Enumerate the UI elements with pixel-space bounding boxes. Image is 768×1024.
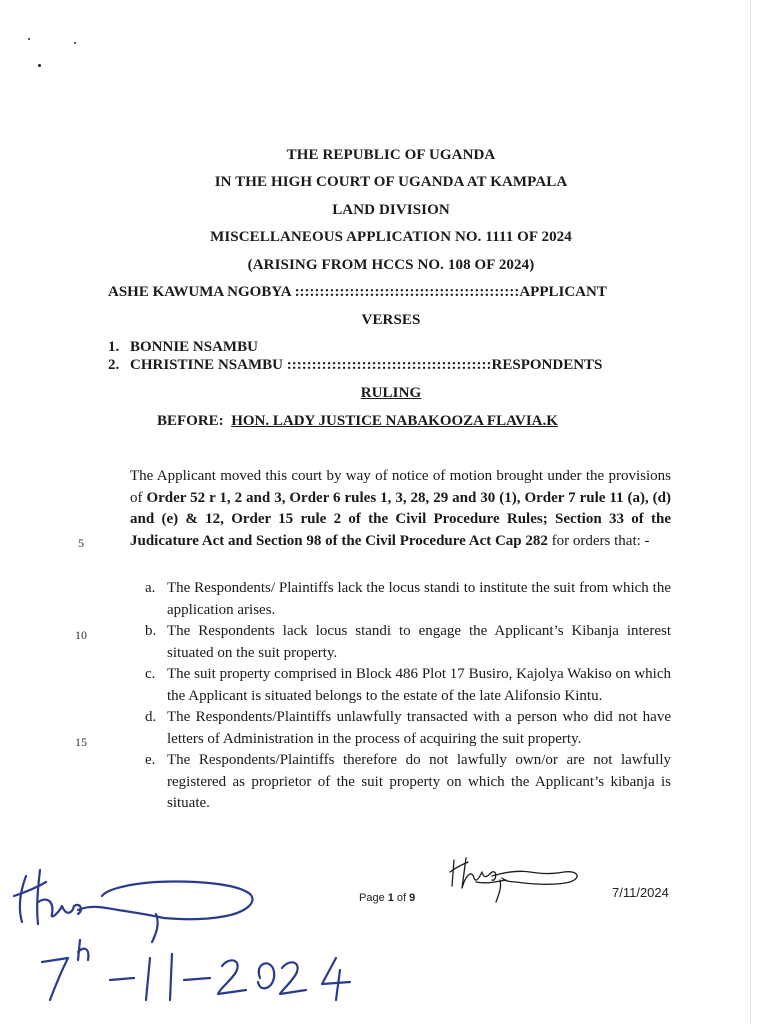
scan-speck (74, 42, 76, 44)
header-application-no: MISCELLANEOUS APPLICATION NO. 1111 OF 2024 (210, 229, 572, 245)
before-line (157, 413, 558, 430)
ruling-title (0, 385, 768, 402)
respondent-2-line (108, 357, 602, 374)
order-item (145, 621, 671, 664)
order-text: The Respondents/Plaintiffs unlawfully transacted with a person who did not have letters of Administration in the process of acquiring the suit property. (167, 709, 671, 747)
order-item (145, 750, 671, 815)
header-republic: THE REPUBLIC OF UGANDA (286, 147, 496, 163)
applicant-line (108, 284, 607, 301)
header-arising-from: (ARISING FROM HCCS NO. 108 OF 2024) (247, 257, 535, 273)
applicant-role: APPLICANT (519, 284, 607, 300)
respondent-dots: ::::::::::::::::::::::::::::::::::::::::: (286, 357, 492, 373)
intro-paragraph (130, 466, 671, 552)
order-letter: b. (145, 623, 157, 639)
order-letter: a. (145, 580, 156, 596)
before-label: BEFORE: (157, 413, 224, 429)
ruling-title-text: RULING (360, 385, 422, 401)
order-item (145, 578, 671, 621)
header-court: IN THE HIGH COURT OF UGANDA AT KAMPALA (214, 174, 568, 190)
order-text: The Respondents/Plaintiffs therefore do not lawfully own/or are not lawfully registered as proprietor of the suit property on which the Applicant’s kibanja is situate. (167, 752, 671, 811)
verses-label: VERSES (361, 312, 421, 328)
intro-legal-provisions: Order 52 r 1, 2 and 3, Order 6 rules 1, 3, 28, 29 and 30 (1), Order 7 rule 11 (a), (d) and (e) & 12, Order 15 rule 2 of the Civil Procedure Rules; Section 33 of the Judicature Act and Section 98 of the Civil Procedure Act Cap 282 (130, 489, 671, 549)
applicant-dots: ::::::::::::::::::::::::::::::::::::::::::::: (294, 284, 520, 300)
order-item (145, 707, 671, 750)
scan-speck (28, 38, 30, 40)
order-letter: c. (145, 666, 156, 682)
respondent-2-number: 2. (108, 357, 120, 373)
respondent-2-name: CHRISTINE NSAMBU (130, 357, 283, 373)
judge-signature (446, 852, 586, 906)
footer-date: 7/11/2024 (612, 885, 669, 900)
page-total: 9 (409, 892, 416, 904)
respondent-1-number: 1. (108, 339, 120, 355)
respondent-role: RESPONDENTS (491, 357, 603, 373)
line-number-5: 5 (78, 536, 84, 550)
judge-name: HON. LADY JUSTICE NABAKOOZA FLAVIA.K (231, 413, 558, 429)
orders-list (145, 578, 671, 815)
applicant-name: ASHE KAWUMA NGOBYA (108, 284, 291, 300)
order-letter: e. (145, 752, 156, 768)
intro-text-1: The Applicant moved this court by way of notice of motion brought under the provisions of (130, 468, 671, 506)
page-prefix: Page (359, 892, 388, 904)
order-text: The Respondents lack locus standi to engage the Applicant’s Kibanja interest situated on the suit property. (167, 623, 671, 661)
order-letter: d. (145, 709, 157, 725)
page-of: of (393, 892, 410, 904)
page-current: 1 (387, 892, 394, 904)
order-text: The suit property comprised in Block 486 Plot 17 Busiro, Kajolya Wakiso on which the Applicant is situated belongs to the estate of the late Alifonsio Kintu. (167, 666, 671, 704)
page-number (359, 892, 415, 904)
order-item (145, 664, 671, 707)
header-division: LAND DIVISION (332, 202, 450, 218)
order-text: The Respondents/ Plaintiffs lack the locus standi to institute the suit from which the application arises. (167, 580, 671, 618)
respondent-1-name: BONNIE NSAMBU (130, 339, 258, 355)
line-number-10: 10 (75, 628, 87, 642)
respondent-1-line (108, 339, 258, 356)
line-number-15: 15 (75, 735, 87, 749)
intro-text-2: for orders that: - (547, 532, 650, 549)
scan-speck (38, 64, 41, 67)
handwritten-signature-and-date (6, 862, 366, 1012)
